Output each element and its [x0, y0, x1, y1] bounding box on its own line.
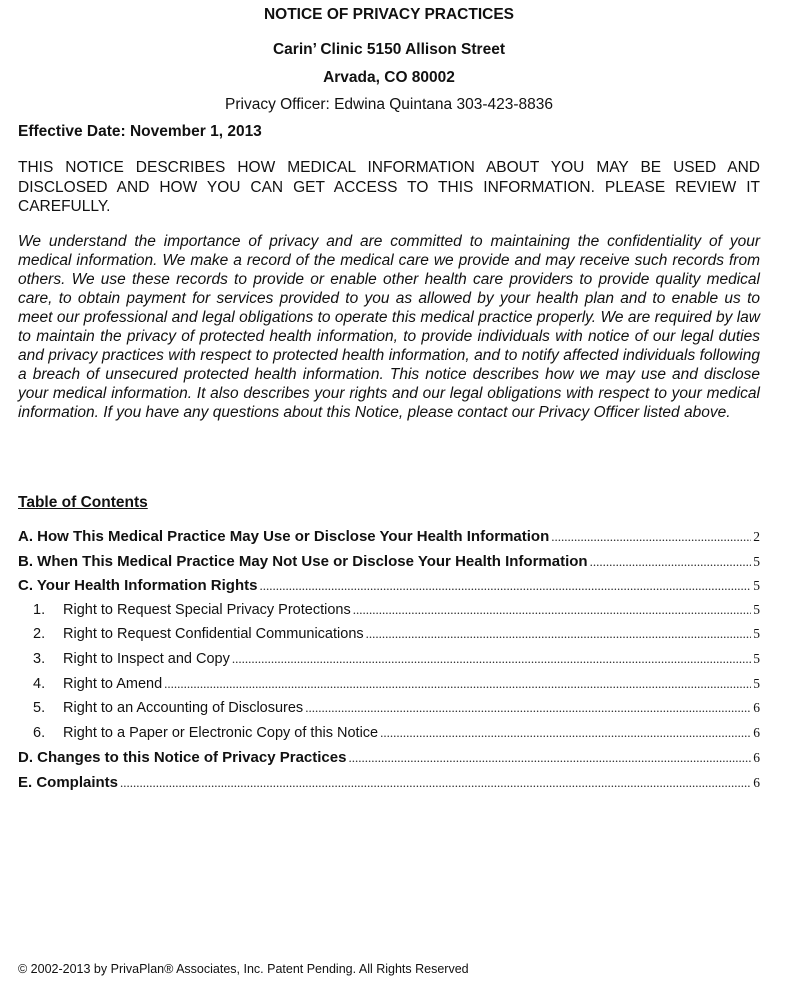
toc-entry-c4[interactable] — [18, 676, 760, 701]
toc-leader-dots — [353, 602, 752, 618]
toc-entry-a[interactable] — [18, 528, 760, 553]
privacy-officer-line: Privacy Officer: Edwina Quintana 303-423-8836 — [225, 96, 553, 113]
toc-page-number: 5 — [753, 601, 760, 617]
toc-entry-c6[interactable] — [18, 725, 760, 750]
toc-leader-dots — [348, 750, 751, 766]
toc-entry-label: B. When This Medical Practice May Not Use or Disclose Your Health Information — [18, 552, 588, 570]
toc-entry-label: E. Complaints — [18, 773, 119, 791]
toc-entry-number: 2. — [33, 626, 46, 643]
toc-entry-d[interactable] — [18, 749, 760, 774]
toc-entry-b[interactable] — [18, 553, 760, 578]
toc-entry-label: Right to Inspect and Copy — [63, 650, 230, 667]
toc-leader-dots — [259, 578, 751, 594]
document-title: NOTICE OF PRIVACY PRACTICES — [263, 6, 515, 23]
toc-entry-label: Right to Request Special Privacy Protections — [63, 601, 351, 618]
toc-entry-c5[interactable] — [18, 700, 760, 725]
toc-leader-dots — [305, 700, 751, 716]
toc-page-number: 2 — [753, 529, 760, 544]
toc-leader-dots — [120, 775, 751, 791]
toc-entry-e[interactable] — [18, 774, 760, 799]
toc-entry-number: 5. — [33, 700, 46, 717]
toc-page-number: 5 — [753, 675, 760, 691]
toc-leader-dots — [380, 725, 751, 741]
toc-entry-label: D. Changes to this Notice of Privacy Practices — [18, 749, 347, 767]
clinic-address-line: Carin’ Clinic 5150 Allison Street — [272, 41, 505, 58]
toc-page-number: 5 — [753, 553, 760, 569]
toc-leader-dots — [164, 676, 751, 692]
toc-entry-c3[interactable] — [18, 651, 760, 676]
clinic-city-line: Arvada, CO 80002 — [323, 69, 455, 86]
document-page — [18, 0, 760, 1000]
toc-entry-number: 3. — [33, 650, 46, 667]
toc-entry-label: Right to Request Confidential Communications — [63, 626, 364, 643]
toc-leader-dots — [232, 651, 751, 667]
toc-page-number: 6 — [753, 750, 760, 766]
intro-paragraph: We understand the importance of privacy and are committed to maintaining the confidentiality of your medical information. We make a record of the medical care we provide and may receive such records from others. We use these records to provide or enable other health care providers to provide quality medical care, to obtain payment for services provided to you as allowed by your health plan and to enable us to meet our professional and legal obligations to operate this medical practice properly. We are required by law to maintain the privacy of protected health information, to provide individuals with notice of our legal duties and privacy practices with respect to protected health information, and to notify affected individuals following a breach of unsecured protected health information. This notice describes how we may use and disclose your medical information. It also describes your rights and our legal obligations with respect to your medical information. If you have any questions about this Notice, please contact our Privacy Officer listed above. — [18, 233, 760, 421]
toc-entry-number: 6. — [33, 724, 46, 741]
toc-entry-label: Right to an Accounting of Disclosures — [63, 700, 304, 717]
toc-page-number: 6 — [753, 700, 760, 716]
table-of-contents — [18, 528, 760, 799]
toc-page-number: 5 — [753, 650, 760, 666]
toc-heading: Table of Contents — [18, 494, 148, 511]
toc-entry-c2[interactable] — [18, 626, 760, 651]
effective-date: Effective Date: November 1, 2013 — [18, 123, 262, 140]
copyright-footer: © 2002-2013 by PrivaPlan® Associates, Inc. Patent Pending. All Rights Reserved — [18, 962, 469, 976]
toc-entry-label: A. How This Medical Practice May Use or Disclose Your Health Information — [18, 528, 550, 545]
toc-leader-dots — [551, 529, 751, 545]
toc-page-number: 6 — [753, 724, 760, 740]
toc-entry-number: 4. — [33, 675, 46, 692]
toc-leader-dots — [366, 626, 752, 642]
toc-entry-c[interactable] — [18, 577, 760, 602]
toc-leader-dots — [590, 554, 752, 570]
toc-page-number: 5 — [753, 578, 760, 594]
toc-page-number: 5 — [753, 626, 760, 642]
toc-page-number: 6 — [753, 774, 760, 790]
toc-entry-label: Right to a Paper or Electronic Copy of this Notice — [63, 724, 379, 741]
toc-entry-label: Right to Amend — [63, 675, 163, 692]
notice-statement: THIS NOTICE DESCRIBES HOW MEDICAL INFORMATION ABOUT YOU MAY BE USED AND DISCLOSED AND HOW YOU CAN GET ACCESS TO THIS INFORMATION. PLEASE REVIEW IT CAREFULLY. — [18, 159, 760, 215]
toc-entry-label: C. Your Health Information Rights — [18, 577, 258, 595]
toc-entry-c1[interactable] — [18, 602, 760, 627]
toc-entry-number: 1. — [33, 601, 46, 618]
